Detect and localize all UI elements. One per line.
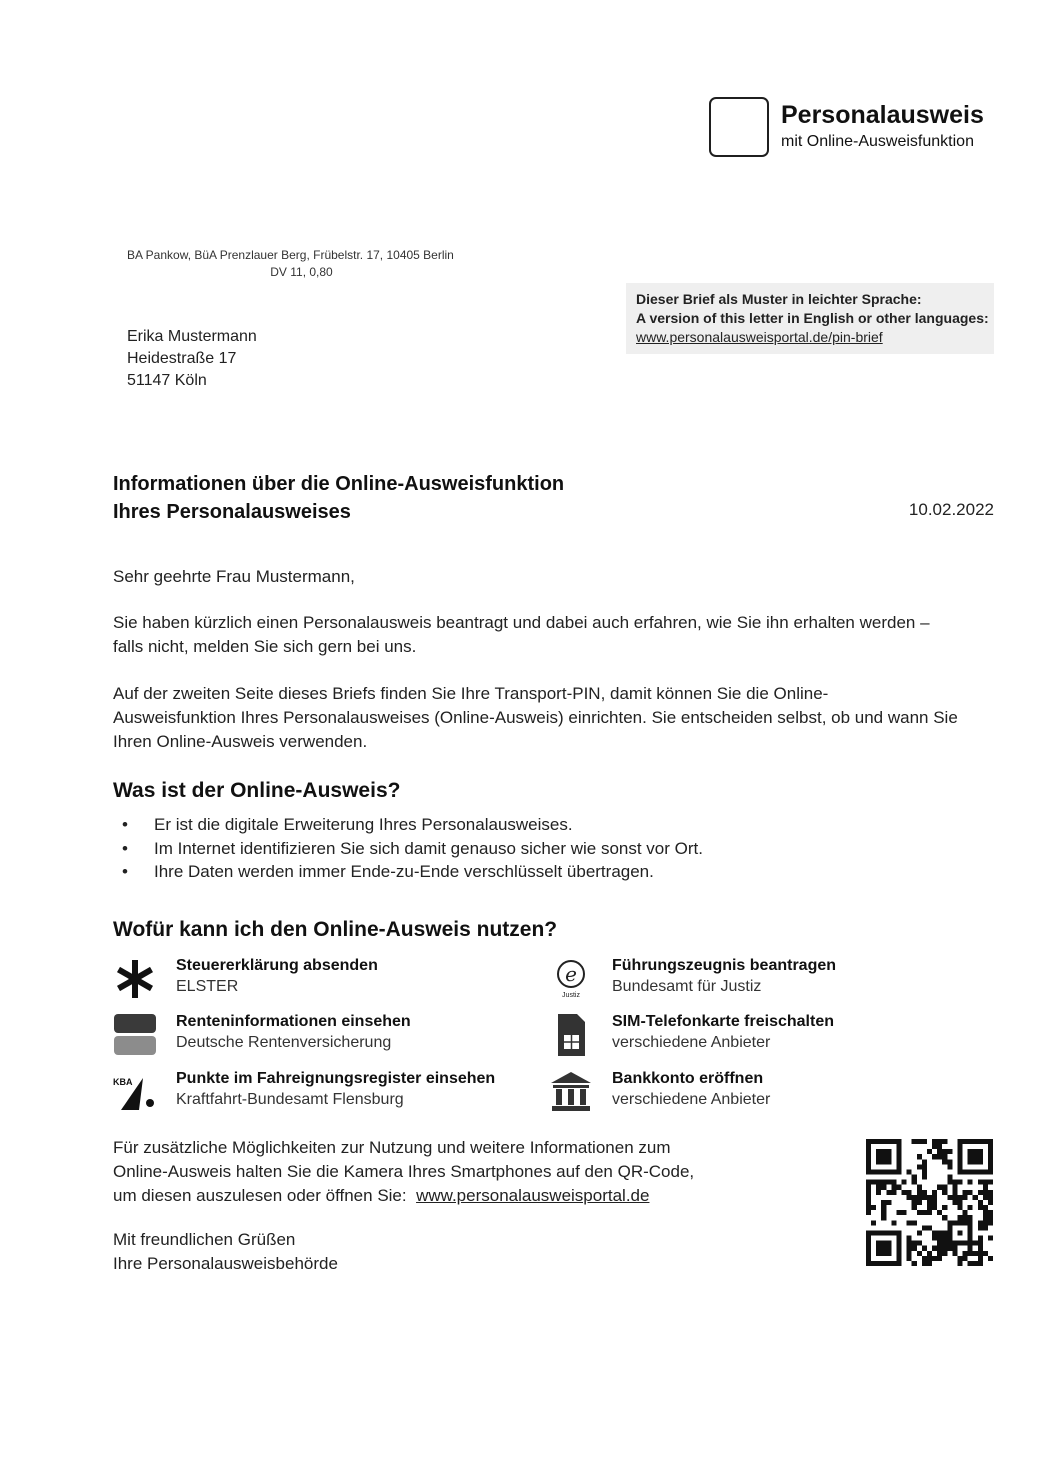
list-item: • Ihre Daten werden immer Ende-zu-Ende verschlüsselt übertragen. <box>113 860 703 884</box>
logo-subtitle: mit Online-Ausweisfunktion <box>781 133 974 150</box>
portal-link[interactable]: www.personalausweisportal.de <box>416 1186 650 1205</box>
sender-address <box>127 247 476 281</box>
paragraph-1-line: Sie haben kürzlich einen Personalausweis beantragt und dabei auch erfahren, wie Sie ihn erhalten werden – <box>113 613 930 632</box>
feature-list <box>113 813 703 884</box>
use-certificate <box>549 957 969 1003</box>
qr-code[interactable] <box>866 1139 993 1266</box>
use-pension <box>113 1013 533 1059</box>
paragraph-2-line: Ausweisfunktion Ihres Personalausweises (Online-Ausweis) einrichten. Sie entscheiden selbst, ob und wann Sie <box>113 708 958 727</box>
subject-line1: Informationen über die Online-Ausweisfunktion <box>113 473 565 495</box>
info-line: Für zusätzliche Möglichkeiten zur Nutzung und weitere Informationen zum <box>113 1138 671 1157</box>
kba-icon <box>113 1070 157 1114</box>
use-title: Steuererklärung absenden <box>176 957 378 974</box>
letter-subject <box>113 470 564 526</box>
logo-box <box>709 97 769 157</box>
info-paragraph <box>113 1136 753 1208</box>
subject-line2: Ihres Personalausweises <box>113 501 351 523</box>
use-subtitle: Kraftfahrt-Bundesamt Flensburg <box>176 1091 404 1108</box>
use-subtitle: Deutsche Rentenversicherung <box>176 1034 392 1051</box>
e-justiz-label: Justiz <box>562 992 580 999</box>
use-title: Führungszeugnis beantragen <box>612 957 837 974</box>
e-justiz-icon <box>549 957 593 1001</box>
use-title: SIM-Telefonkarte freischalten <box>612 1013 834 1030</box>
use-driving-points <box>113 1070 533 1116</box>
paragraph-2-line: Ihren Online-Ausweis verwenden. <box>113 732 368 751</box>
closing-line: Ihre Personalausweisbehörde <box>113 1254 338 1273</box>
use-bank-account <box>549 1070 969 1116</box>
asterisk-icon <box>113 957 157 1001</box>
closing <box>113 1228 338 1276</box>
svg-text:e: e <box>565 962 577 986</box>
paragraph-2 <box>113 682 998 754</box>
language-box-line1: Dieser Brief als Muster in leichter Sprache: <box>636 291 922 307</box>
info-line: Online-Ausweis halten Sie die Kamera Ihres Smartphones auf den QR-Code, <box>113 1162 695 1181</box>
sender-code: DV 11, 0,80 <box>270 265 333 279</box>
paragraph-1 <box>113 611 998 659</box>
what-heading: Was ist der Online-Ausweis? <box>113 779 401 802</box>
logo-title: Personalausweis <box>781 101 984 129</box>
info-line <box>113 1184 753 1208</box>
list-item: • Er ist die digitale Erweiterung Ihres Personalausweises. <box>113 813 703 837</box>
uses-heading: Wofür kann ich den Online-Ausweis nutzen? <box>113 918 558 941</box>
closing-line: Mit freundlichen Grüßen <box>113 1230 296 1249</box>
use-tax-return <box>113 957 533 1003</box>
language-info-box <box>626 283 994 354</box>
list-item: • Im Internet identifizieren Sie sich damit genauso sicher wie sonst vor Ort. <box>113 837 703 861</box>
recipient-address <box>127 326 257 392</box>
use-subtitle: Bundesamt für Justiz <box>612 978 762 995</box>
language-box-line2: A version of this letter in English or other languages: <box>636 310 989 326</box>
sim-card-icon <box>549 1013 593 1057</box>
use-sim-card <box>549 1013 969 1059</box>
paragraph-2-line: Auf der zweiten Seite dieses Briefs finden Sie Ihre Transport-PIN, damit können Sie die Online- <box>113 684 829 703</box>
recipient-street: Heidestraße 17 <box>127 350 237 367</box>
use-title: Punkte im Fahreignungsregister einsehen <box>176 1070 496 1087</box>
language-box-link[interactable]: www.personalausweisportal.de/pin-brief <box>636 329 883 345</box>
info-line-prefix: um diesen auszulesen oder öffnen Sie: <box>113 1186 407 1205</box>
use-title: Bankkonto eröffnen <box>612 1070 764 1087</box>
salutation: Sehr geehrte Frau Mustermann, <box>113 567 355 586</box>
bank-icon <box>549 1070 593 1114</box>
kba-label: KBA <box>113 1077 133 1087</box>
paragraph-1-line: falls nicht, melden Sie sich gern bei uns. <box>113 637 417 656</box>
recipient-name: Erika Mustermann <box>127 328 257 345</box>
use-subtitle: verschiedene Anbieter <box>612 1034 771 1051</box>
use-subtitle: verschiedene Anbieter <box>612 1091 771 1108</box>
letter-date: 10.02.2022 <box>908 500 994 519</box>
sender-line: BA Pankow, BüA Prenzlauer Berg, Frübelstr. 17, 10405 Berlin <box>127 248 454 262</box>
drv-icon <box>113 1013 157 1057</box>
use-subtitle: ELSTER <box>176 978 239 995</box>
recipient-city: 51147 Köln <box>127 372 207 389</box>
use-title: Renteninformationen einsehen <box>176 1013 411 1030</box>
